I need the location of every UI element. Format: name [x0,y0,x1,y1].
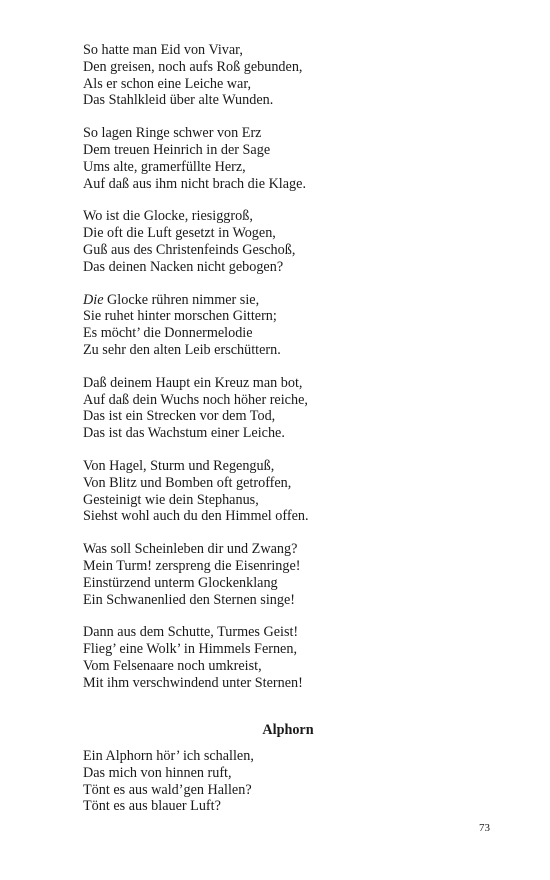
verse-line: Tönt es aus wald’gen Hallen? [83,781,252,798]
verse-line: Tönt es aus blauer Luft? [83,798,221,815]
stanza-2 [83,125,503,192]
verse-line: Von Hagel, Sturm und Regenguß, [83,457,275,474]
poem-text-alphorn [83,748,503,815]
verse-line: Ein Alphorn hör’ ich schallen, [83,748,254,764]
verse-line: Auf daß dein Wuchs noch höher reiche, [83,391,308,408]
stanza-1 [83,42,503,109]
verse-line: Ein Schwanenlied den Sternen singe! [83,591,295,608]
verse-line: So hatte man Eid von Vivar, [83,42,243,58]
verse-line: Das Stahlkleid über alte Wunden. [83,92,274,109]
verse-line: Das mich von hinnen ruft, [83,764,232,781]
stanza-8 [83,624,503,691]
verse-line: Von Blitz und Bomben oft getroffen, [83,474,292,491]
verse-line: Das ist ein Strecken vor dem Tod, [83,408,276,425]
poem-text [83,42,503,708]
stanza-5 [83,375,503,442]
verse-line: Den greisen, noch aufs Roß gebunden, [83,58,303,75]
stanza-7 [83,541,503,608]
verse-line: Vom Felsenaare noch umkreist, [83,657,262,674]
stanza-4 [83,292,503,359]
verse-line: Mein Turm! zerspreng die Eisenringe! [83,557,301,574]
verse-line: Siehst wohl auch du den Himmel offen. [83,508,309,525]
verse-line: Wo ist die Glocke, riesiggroß, [83,208,253,225]
verse-line: Was soll Scheinleben dir und Zwang? [83,541,298,558]
verse-line: Sie ruhet hinter morschen Gittern; [83,308,277,325]
verse-line: Flieg’ eine Wolk’ in Himmels Fernen, [83,641,297,658]
stanza-3 [83,208,503,275]
verse-line: Auf daß aus ihm nicht brach die Klage. [83,175,306,192]
verse-line: So lagen Ringe schwer von Erz [83,125,262,142]
verse-line: Das deinen Nacken nicht gebogen? [83,258,284,275]
stanza-6 [83,458,503,525]
poem-title: Alphorn [262,722,314,738]
verse-line: Guß aus des Christenfeinds Geschoß, [83,241,296,258]
verse-line: Dem treuen Heinrich in der Sage [83,141,271,158]
italic-word: Die [83,291,104,308]
verse-line: Mit ihm verschwindend unter Sternen! [83,674,303,691]
verse-line: Einstürzend unterm Glockenklang [83,574,278,591]
verse-line: Daß deinem Haupt ein Kreuz man bot, [83,374,303,391]
verse-line: Als er schon eine Leiche war, [83,75,252,92]
verse-line: Zu sehr den alten Leib erschüttern. [83,341,281,358]
verse-line: Gesteinigt wie dein Stephanus, [83,491,259,508]
verse-line: Dann aus dem Schutte, Turmes Geist! [83,624,299,641]
verse-line: Das ist das Wachstum einer Leiche. [83,425,285,442]
verse-line: Ums alte, gramerfüllte Herz, [83,158,246,175]
verse-line: Die oft die Luft gesetzt in Wogen, [83,225,276,242]
verse-line-rest: Glocke rühren nimmer sie, [103,291,260,308]
page-number: 73 [479,822,490,834]
verse-line: Es möcht’ die Donnermelodie [83,325,253,342]
verse-line [83,292,503,309]
